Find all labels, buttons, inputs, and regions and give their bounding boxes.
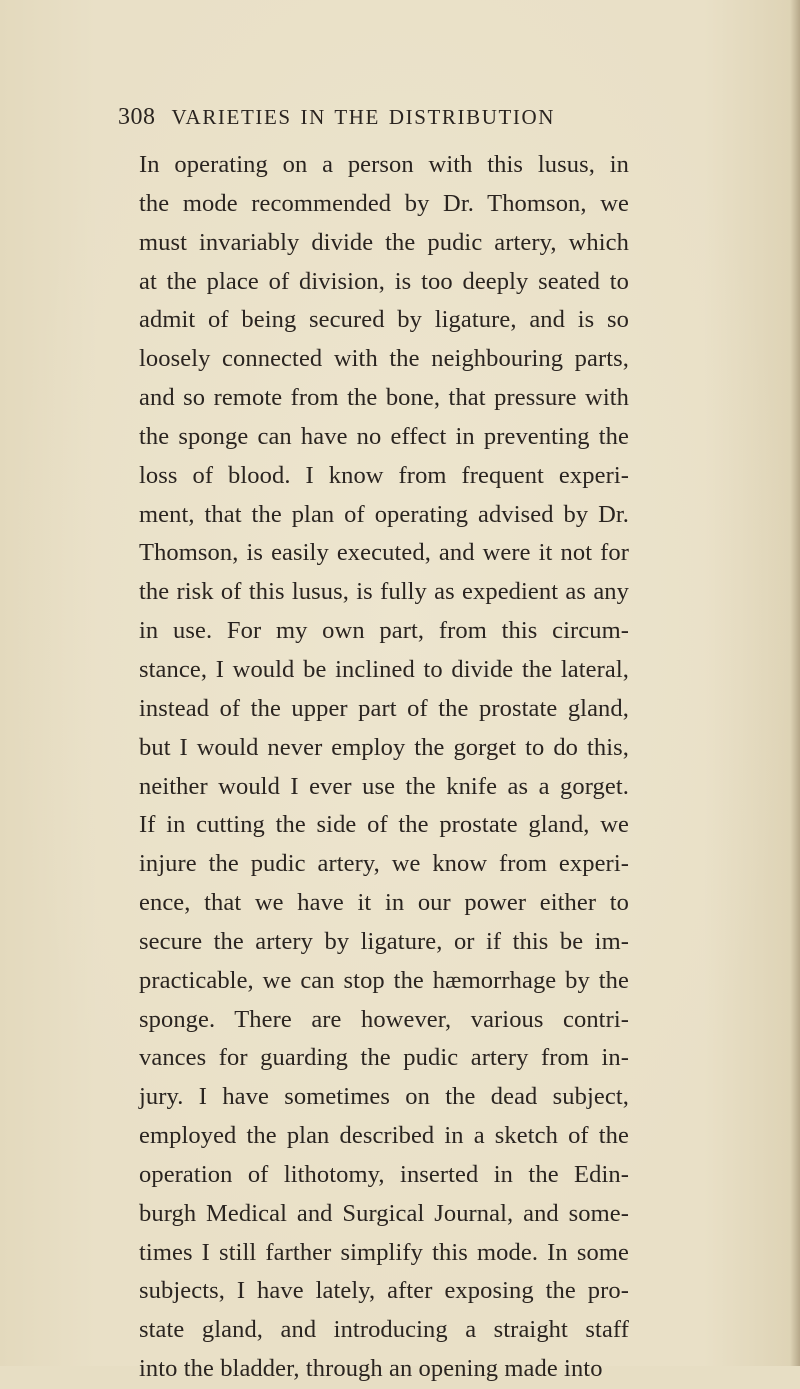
text-line: times I still farther simplify this mode. In some [139,1238,629,1266]
text-line: into the bladder, through an opening made into [139,1355,603,1383]
page-number: 308 [118,104,156,130]
text-line: subjects, I have lately, after exposing the pro- [139,1277,629,1305]
text-line: and so remote from the bone, that pressure with [139,384,629,412]
text-line: in use. For my own part, from this circum- [139,617,629,645]
text-line: ence, that we have it in our power either to [139,889,629,917]
text-line: but I would never employ the gorget to do this, [139,733,629,761]
text-line: vances for guarding the pudic artery from in- [139,1044,629,1072]
running-title: VARIETIES IN THE DISTRIBUTION [171,105,556,129]
text-line: secure the artery by ligature, or if this be im- [139,927,629,955]
text-line: employed the plan described in a sketch of the [139,1122,629,1150]
text-line: at the place of division, is too deeply seated to [139,267,629,295]
page-edge-shadow [790,0,800,1366]
text-line: must invariably divide the pudic artery, which [139,228,629,256]
body-text [139,146,629,1389]
text-line: stance, I would be inclined to divide the lateral, [139,655,629,683]
text-line: jury. I have sometimes on the dead subject, [139,1083,629,1111]
text-line: admit of being secured by ligature, and is so [139,306,629,334]
text-line: neither would I ever use the knife as a gorget. [139,772,629,800]
text-line: practicable, we can stop the hæmorrhage by the [139,966,629,994]
text-line: the risk of this lusus, is fully as expedient as any [139,578,629,606]
text-line: loss of blood. I know from frequent experi- [139,461,629,489]
text-line: burgh Medical and Surgical Journal, and some- [139,1199,629,1227]
text-line: the sponge can have no effect in preventing the [139,422,629,450]
text-line: instead of the upper part of the prostate gland, [139,694,629,722]
text-line: loosely connected with the neighbouring parts, [139,345,629,373]
running-header [118,104,638,136]
text-line: If in cutting the side of the prostate gland, we [139,811,629,839]
text-line: Thomson, is easily executed, and were it not for [139,539,629,567]
text-line: In operating on a person with this lusus, in [139,151,629,178]
text-line: operation of lithotomy, inserted in the Edin- [139,1160,629,1188]
text-line: state gland, and introducing a straight staff [139,1316,629,1344]
text-line: ment, that the plan of operating advised by Dr. [139,500,629,528]
text-line: sponge. There are however, various contri- [139,1005,629,1033]
text-line: the mode recommended by Dr. Thomson, we [139,189,629,217]
text-line: injure the pudic artery, we know from experi- [139,850,629,878]
